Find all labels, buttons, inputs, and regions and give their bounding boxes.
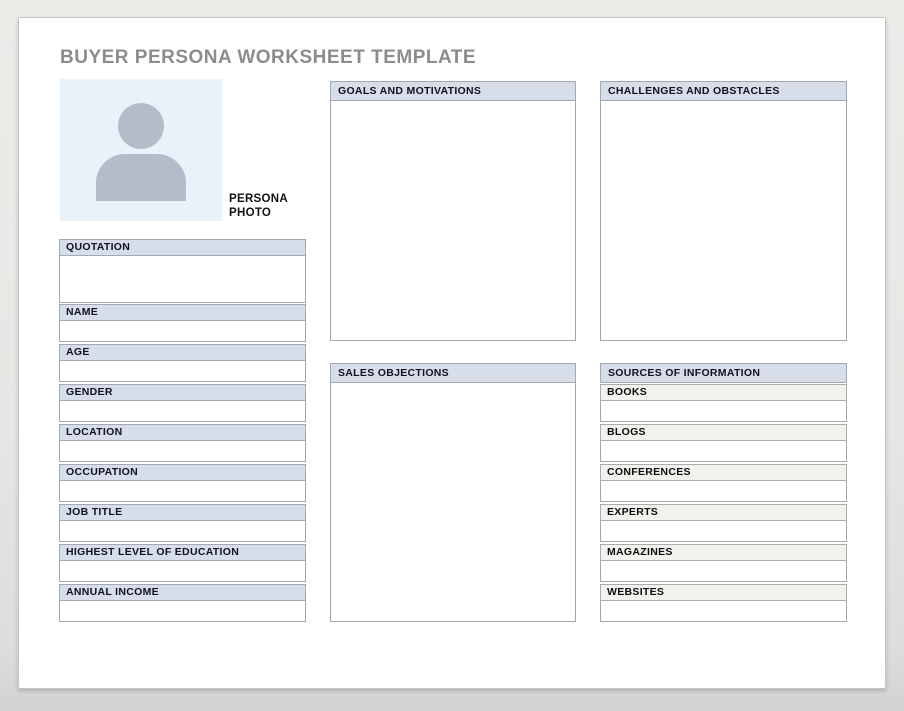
field-name xyxy=(59,304,306,342)
panel-header-sales: SALES OBJECTIONS xyxy=(330,363,576,383)
field-gender xyxy=(59,384,306,422)
field-annual-income xyxy=(59,584,306,622)
field-magazines xyxy=(600,544,847,582)
panel-goals-and-motivations xyxy=(330,81,576,341)
field-header-blogs: BLOGS xyxy=(600,424,847,441)
field-input-age[interactable] xyxy=(59,361,306,382)
field-input-name[interactable] xyxy=(59,321,306,342)
panel-header-goals: GOALS AND MOTIVATIONS xyxy=(330,81,576,101)
field-header-job-title: JOB TITLE xyxy=(59,504,306,521)
field-input-location[interactable] xyxy=(59,441,306,462)
persona-photo-label xyxy=(229,192,288,220)
field-header-annual-income: ANNUAL INCOME xyxy=(59,584,306,601)
persona-photo-label-line1: PERSONA xyxy=(229,193,288,205)
field-input-conferences[interactable] xyxy=(600,481,847,502)
field-header-conferences: CONFERENCES xyxy=(600,464,847,481)
field-age xyxy=(59,344,306,382)
field-input-books[interactable] xyxy=(600,401,847,422)
field-input-occupation[interactable] xyxy=(59,481,306,502)
persona-photo-placeholder[interactable] xyxy=(60,79,222,221)
panel-sources-of-information xyxy=(600,363,847,383)
field-websites xyxy=(600,584,847,622)
field-job-title xyxy=(59,504,306,542)
document-page xyxy=(18,17,886,689)
page-title: BUYER PERSONA WORKSHEET TEMPLATE xyxy=(60,47,477,68)
field-input-job-title[interactable] xyxy=(59,521,306,542)
panel-challenges-and-obstacles xyxy=(600,81,847,341)
panel-header-challenges: CHALLENGES AND OBSTACLES xyxy=(600,81,847,101)
field-header-education: HIGHEST LEVEL OF EDUCATION xyxy=(59,544,306,561)
field-header-magazines: MAGAZINES xyxy=(600,544,847,561)
field-blogs xyxy=(600,424,847,462)
field-header-name: NAME xyxy=(59,304,306,321)
field-input-websites[interactable] xyxy=(600,601,847,622)
panel-header-sources: SOURCES OF INFORMATION xyxy=(600,363,847,383)
field-occupation xyxy=(59,464,306,502)
field-input-magazines[interactable] xyxy=(600,561,847,582)
panel-input-challenges[interactable] xyxy=(600,101,847,341)
field-conferences xyxy=(600,464,847,502)
field-header-websites: WEBSITES xyxy=(600,584,847,601)
field-header-experts: EXPERTS xyxy=(600,504,847,521)
field-header-occupation: OCCUPATION xyxy=(59,464,306,481)
field-location xyxy=(59,424,306,462)
field-input-quotation[interactable] xyxy=(59,256,306,303)
field-education xyxy=(59,544,306,582)
field-header-age: AGE xyxy=(59,344,306,361)
field-input-gender[interactable] xyxy=(59,401,306,422)
person-silhouette-icon xyxy=(60,79,222,221)
field-header-books: BOOKS xyxy=(600,384,847,401)
panel-input-sales[interactable] xyxy=(330,383,576,622)
persona-photo-label-line2: PHOTO xyxy=(229,207,272,219)
panel-input-goals[interactable] xyxy=(330,101,576,341)
field-experts xyxy=(600,504,847,542)
field-header-quotation: QUOTATION xyxy=(59,239,306,256)
field-input-annual-income[interactable] xyxy=(59,601,306,622)
field-input-experts[interactable] xyxy=(600,521,847,542)
panel-sales-objections xyxy=(330,363,576,622)
field-header-gender: GENDER xyxy=(59,384,306,401)
field-input-blogs[interactable] xyxy=(600,441,847,462)
field-header-location: LOCATION xyxy=(59,424,306,441)
field-input-education[interactable] xyxy=(59,561,306,582)
field-quotation xyxy=(59,239,306,303)
field-books xyxy=(600,384,847,422)
